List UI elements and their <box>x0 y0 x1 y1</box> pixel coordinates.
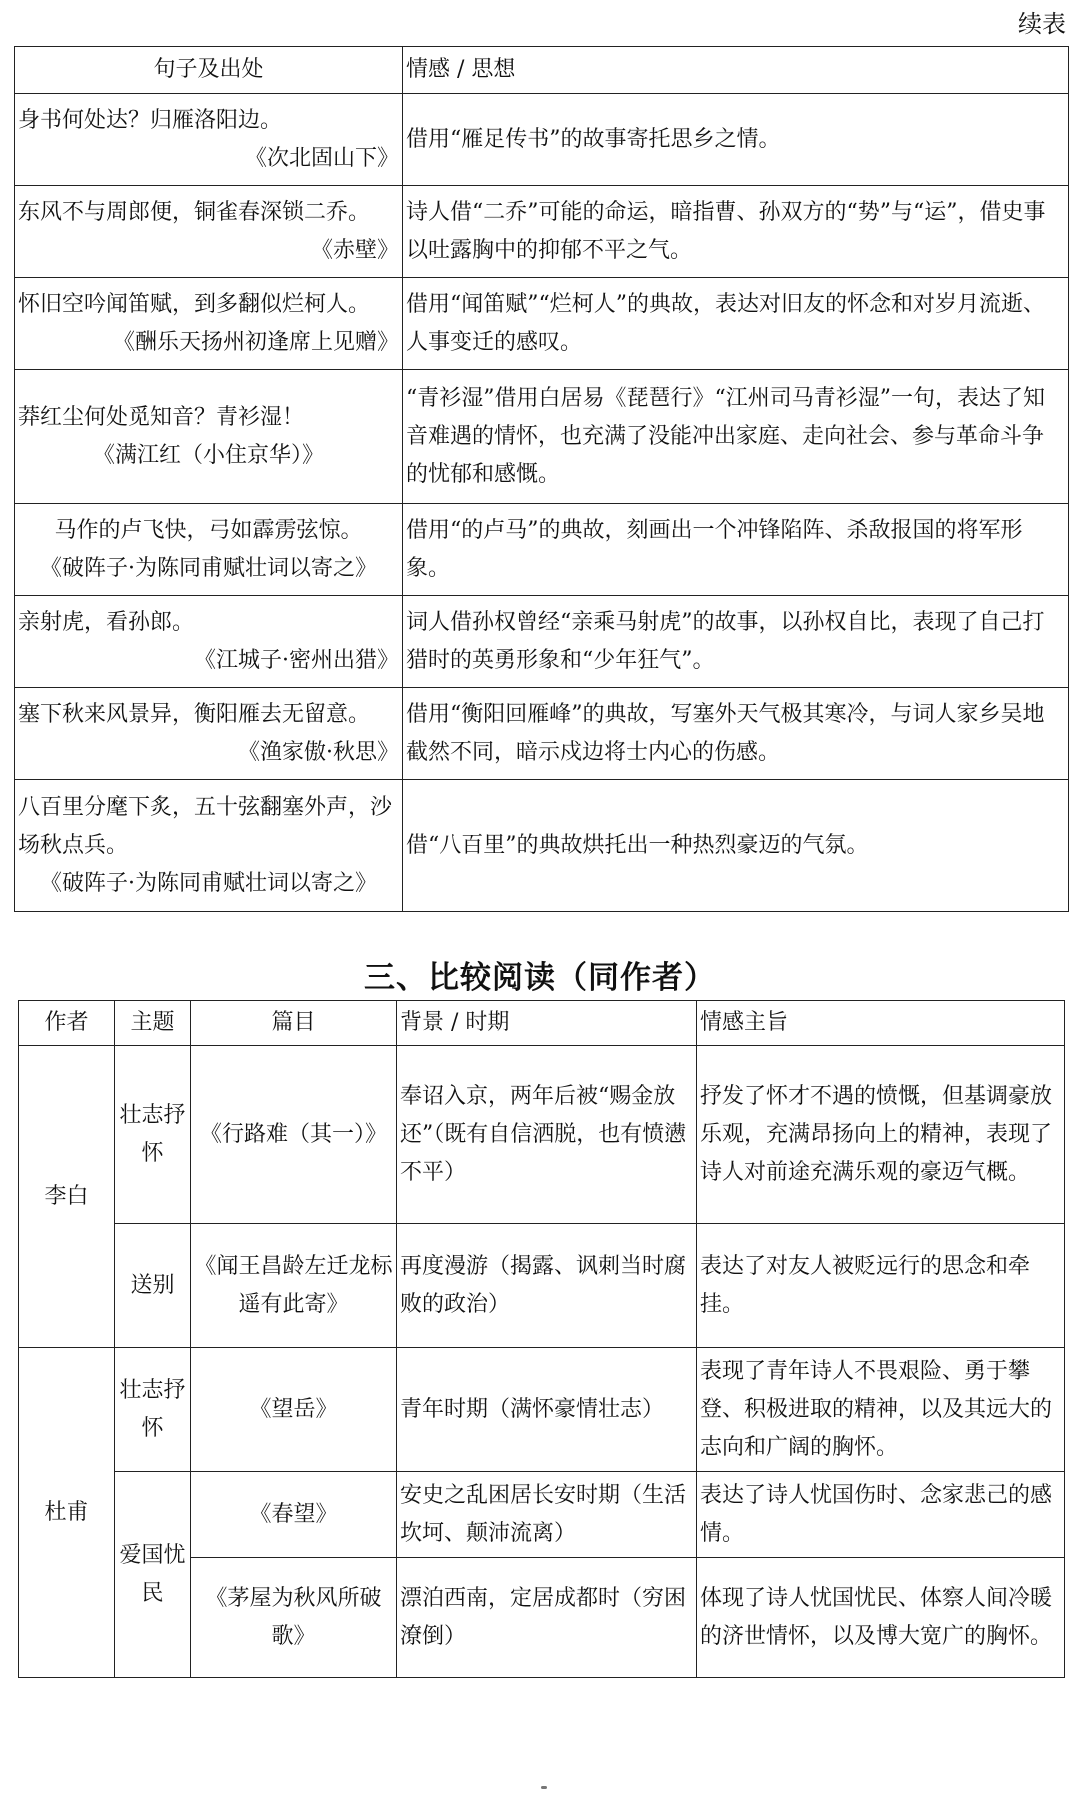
table-header-row <box>19 1001 1065 1046</box>
theme-cell: 壮志抒怀 <box>115 1348 191 1472</box>
emotion-cell: 诗人借“二乔”可能的命运，暗指曹、孙双方的“势”与“运”，借史事以吐露胸中的抑郁不平之气。 <box>403 186 1069 278</box>
emotion-cell: 表达了对友人被贬远行的思念和牵挂。 <box>697 1224 1065 1348</box>
header-sentence-source: 句子及出处 <box>15 47 403 94</box>
source-text: 《江城子·密州出猎》 <box>194 647 399 673</box>
sentence-cell <box>15 278 403 370</box>
sentence-text: 怀旧空吟闻笛赋，到多翻似烂柯人。 <box>18 291 371 317</box>
source-text: 《渔家傲·秋思》 <box>238 739 399 765</box>
sentence-cell <box>15 186 403 278</box>
sentence-cell <box>15 504 403 596</box>
emotion-cell: 表达了诗人忧国伤时、念家悲己的感情。 <box>697 1472 1065 1558</box>
table-row <box>15 780 1069 912</box>
table-header-row <box>15 47 1069 94</box>
table-row <box>15 370 1069 504</box>
sentence-cell <box>15 780 403 912</box>
author-cell: 杜甫 <box>19 1348 115 1678</box>
header-author: 作者 <box>19 1001 115 1046</box>
background-cell: 奉诏入京，两年后被“赐金放还”（既有自信洒脱，也有愤懑不平） <box>397 1046 697 1224</box>
sentence-text: 八百里分麾下炙，五十弦翻塞外声，沙场秋点兵。 <box>18 794 393 858</box>
table-row <box>15 278 1069 370</box>
background-cell: 再度漫游（揭露、讽刺当时腐败的政治） <box>397 1224 697 1348</box>
emotion-cell: 抒发了怀才不遇的愤慨，但基调豪放乐观，充满昂扬向上的精神，表现了诗人对前途充满乐观的豪迈气概。 <box>697 1046 1065 1224</box>
page-mark <box>541 1786 547 1789</box>
sentence-cell <box>15 370 403 504</box>
comparison-table <box>18 1000 1065 1678</box>
header-emotion: 情感主旨 <box>697 1001 1065 1046</box>
table-row <box>15 504 1069 596</box>
sentence-cell <box>15 596 403 688</box>
allusion-table <box>14 46 1069 912</box>
header-emotion: 情感 / 思想 <box>403 47 1069 94</box>
table-row <box>19 1046 1065 1224</box>
sentence-cell <box>15 688 403 780</box>
section-title: 三、比较阅读（同作者） <box>364 960 716 996</box>
source-text: 《满江红（小住京华）》 <box>92 442 324 468</box>
table-row <box>15 596 1069 688</box>
continued-table-label: 续表 <box>1018 10 1066 38</box>
emotion-cell: 借用“闻笛赋”“烂柯人”的典故，表达对旧友的怀念和对岁月流逝、人事变迁的感叹。 <box>403 278 1069 370</box>
header-background: 背景 / 时期 <box>397 1001 697 1046</box>
emotion-cell: “青衫湿”借用白居易《琵琶行》“江州司马青衫湿”一句，表达了知音难遇的情怀，也充满了没能冲出家庭、走向社会、参与革命斗争的忧郁和感慨。 <box>403 370 1069 504</box>
theme-cell: 壮志抒怀 <box>115 1046 191 1224</box>
theme-cell: 爱国忧民 <box>115 1472 191 1678</box>
header-theme: 主题 <box>115 1001 191 1046</box>
table-row <box>19 1348 1065 1472</box>
sentence-text: 马作的卢飞快，弓如霹雳弦惊。 <box>54 517 363 543</box>
source-text: 《次北固山下》 <box>244 145 399 171</box>
emotion-cell: 体现了诗人忧国忧民、体察人间冷暖的济世情怀，以及博大宽广的胸怀。 <box>697 1558 1065 1678</box>
work-cell: 《茅屋为秋风所破歌》 <box>191 1558 397 1678</box>
table-row <box>15 688 1069 780</box>
emotion-cell: 借用“的卢马”的典故，刻画出一个冲锋陷阵、杀敌报国的将军形象。 <box>403 504 1069 596</box>
table-row <box>15 94 1069 186</box>
sentence-cell <box>15 94 403 186</box>
source-text: 《赤壁》 <box>310 237 399 263</box>
sentence-text: 东风不与周郎便，铜雀春深锁二乔。 <box>18 199 371 225</box>
theme-cell: 送别 <box>115 1224 191 1348</box>
source-text: 《破阵子·为陈同甫赋壮词以寄之》 <box>40 870 377 896</box>
source-text: 《破阵子·为陈同甫赋壮词以寄之》 <box>40 555 377 581</box>
header-work: 篇目 <box>191 1001 397 1046</box>
sentence-text: 身书何处达？归雁洛阳边。 <box>18 107 283 133</box>
table-row <box>19 1472 1065 1558</box>
work-cell: 《春望》 <box>191 1472 397 1558</box>
work-cell: 《闻王昌龄左迁龙标遥有此寄》 <box>191 1224 397 1348</box>
work-cell: 《望岳》 <box>191 1348 397 1472</box>
background-cell: 安史之乱困居长安时期（生活坎坷、颠沛流离） <box>397 1472 697 1558</box>
sentence-text: 亲射虎，看孙郎。 <box>18 609 195 635</box>
emotion-cell: 词人借孙权曾经“亲乘马射虎”的故事，以孙权自比，表现了自己打猎时的英勇形象和“少年狂气”。 <box>403 596 1069 688</box>
emotion-cell: 借用“雁足传书”的故事寄托思乡之情。 <box>403 94 1069 186</box>
source-text: 《酬乐天扬州初逢席上见赠》 <box>112 329 399 355</box>
background-cell: 漂泊西南，定居成都时（穷困潦倒） <box>397 1558 697 1678</box>
sentence-text: 塞下秋来风景异，衡阳雁去无留意。 <box>18 701 371 727</box>
emotion-cell: 借用“衡阳回雁峰”的典故，写塞外天气极其寒冷，与词人家乡吴地截然不同，暗示戍边将士内心的伤感。 <box>403 688 1069 780</box>
work-cell: 《行路难（其一）》 <box>191 1046 397 1224</box>
author-cell: 李白 <box>19 1046 115 1348</box>
emotion-cell: 借“八百里”的典故烘托出一种热烈豪迈的气氛。 <box>403 780 1069 912</box>
sentence-text: 莽红尘何处觅知音？青衫湿！ <box>18 404 305 430</box>
table-row <box>15 186 1069 278</box>
background-cell: 青年时期（满怀豪情壮志） <box>397 1348 697 1472</box>
emotion-cell: 表现了青年诗人不畏艰险、勇于攀登、积极进取的精神，以及其远大的志向和广阔的胸怀。 <box>697 1348 1065 1472</box>
table-row <box>19 1224 1065 1348</box>
